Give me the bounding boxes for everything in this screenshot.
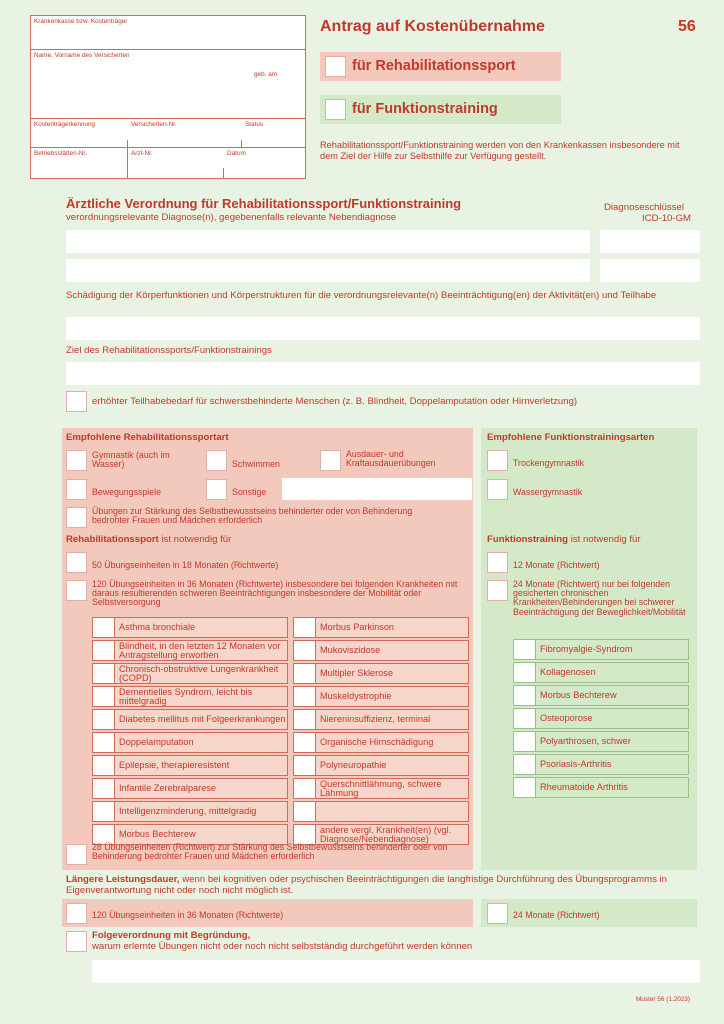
reha-condition-right-label: Multipler Sklerose [320, 668, 394, 678]
ft-condition-checkbox[interactable] [514, 732, 536, 751]
trocken-checkbox[interactable] [487, 450, 508, 471]
reha-condition-right-row[interactable] [293, 801, 469, 822]
gymnastik-label: Gymnastik (auch im Wasser) [92, 450, 170, 470]
sonstige-field[interactable] [282, 478, 472, 500]
reha-condition-left-row[interactable] [92, 617, 288, 638]
form-title: Antrag auf Kostenübernahme [320, 18, 545, 35]
ft-condition-label: Fibromyalgie-Syndrom [540, 644, 633, 654]
ft-condition-row[interactable] [513, 731, 689, 752]
reha-condition-right-row[interactable] [293, 778, 469, 799]
reha-condition-left-row[interactable] [92, 778, 288, 799]
opt12-checkbox[interactable] [487, 552, 508, 573]
status-label: Status [245, 121, 264, 128]
wasser-label: Wassergymnastik [513, 487, 583, 497]
reha-condition-right-label: Niereninsuffizienz, terminal [320, 714, 431, 724]
reha-condition-right-checkbox[interactable] [294, 733, 316, 752]
opt24-label: 24 Monate (Richtwert) nur bei folgenden gesicherten chronischen Krankheiten/Behinderungen bei schwerer Beeinträchtigung der Beweglichkeit/Mobilität [513, 579, 686, 617]
reha-condition-left-label: Diabetes mellitus mit Folgeerkrankungen [119, 714, 286, 724]
wasser-checkbox[interactable] [487, 479, 508, 500]
follow-rest: warum erlernte Übungen nicht oder noch nicht selbstständig durchgeführt werden können [92, 941, 473, 952]
insurer-label: Krankenkasse bzw. Kostenträger [34, 18, 128, 25]
schwimmen-label: Schwimmen [232, 459, 280, 469]
bewegungsspiele-checkbox[interactable] [66, 479, 87, 500]
increased-need-checkbox[interactable] [66, 391, 87, 412]
option-rehasport-label: für Rehabilitationssport [352, 58, 516, 74]
ft-condition-label: Rheumatoide Arthritis [540, 782, 628, 792]
reha-condition-left-checkbox[interactable] [93, 756, 115, 775]
form-version: Muster 56 (1.2023) [636, 996, 690, 1003]
ft-condition-row[interactable] [513, 754, 689, 775]
reha-condition-right-label: andere vergl. Krankheit(en) (vgl. Diagnose/Nebendiagnose) [320, 824, 452, 844]
opt12-label: 12 Monate (Richtwert) [513, 560, 600, 570]
reha-condition-right-row[interactable] [293, 732, 469, 753]
reha-condition-left-row[interactable] [92, 686, 288, 707]
ausdauer-checkbox[interactable] [320, 450, 341, 471]
insured-no-label: Versicherten-Nr. [131, 121, 177, 128]
diagnosis-field-2[interactable] [66, 259, 590, 282]
date-label: Datum [227, 150, 246, 157]
gymnastik-checkbox[interactable] [66, 450, 87, 471]
impairment-field[interactable] [66, 317, 700, 340]
reha-condition-left-label: Intelligenzminderung, mittelgradig [119, 806, 257, 816]
reha-condition-right-label: Organische Hirnschädigung [320, 737, 434, 747]
reha-condition-left-row[interactable] [92, 801, 288, 822]
trocken-label: Trockengymnastik [513, 458, 585, 468]
reha-condition-left-checkbox[interactable] [93, 802, 115, 821]
reha-condition-right-row[interactable] [293, 686, 469, 707]
schwimmen-checkbox[interactable] [206, 450, 227, 471]
follow-bold: Folgeverordnung mit Begründung, [92, 930, 251, 941]
ft-needed [487, 535, 641, 546]
reha-condition-right-label: Mukoviszidose [320, 645, 381, 655]
rehasport-needed-rest: ist notwendig für [161, 534, 232, 545]
reha-condition-right-checkbox[interactable] [294, 756, 316, 775]
reha-condition-right-checkbox[interactable] [294, 664, 316, 683]
longer-ft-label: 24 Monate (Richtwert) [513, 910, 600, 920]
icd-field-2[interactable] [600, 259, 700, 282]
diagnosis-field-1[interactable] [66, 230, 590, 253]
birth-label: geb. am [254, 71, 278, 78]
ft-condition-row[interactable] [513, 685, 689, 706]
impairment-label: Schädigung der Körperfunktionen und Körperstrukturen für die verordnungsrelevante(n) Beeinträchtigung(en) der Aktivität(en) und Teilhabe [66, 290, 657, 301]
opt28-checkbox[interactable] [66, 844, 87, 865]
option-rehasport[interactable] [320, 52, 561, 81]
opt120-checkbox[interactable] [66, 580, 87, 601]
ft-condition-checkbox[interactable] [514, 663, 536, 682]
opt50-label: 50 Übungseinheiten in 18 Monaten (Richtwerte) [92, 560, 279, 570]
ft-condition-label: Kollagenosen [540, 667, 596, 677]
reha-condition-right-checkbox[interactable] [294, 779, 316, 798]
reha-condition-left-label: Blindheit, in den letzten 12 Monaten vor Antragstellung erworben [119, 640, 281, 660]
ft-condition-label: Polyarthrosen, schwer [540, 736, 631, 746]
reha-condition-right-row[interactable] [293, 640, 469, 661]
longer-bold: Längere Leistungsdauer, [66, 874, 180, 885]
ft-heading: Empfohlene Funktionstrainingsarten [487, 432, 655, 443]
reha-condition-left-checkbox[interactable] [93, 710, 115, 729]
opt50-checkbox[interactable] [66, 552, 87, 573]
rehasport-needed [66, 535, 231, 546]
ft-condition-row[interactable] [513, 708, 689, 729]
funktionstraining-checkbox[interactable] [325, 99, 346, 120]
goal-field[interactable] [66, 362, 700, 385]
reha-condition-left-checkbox[interactable] [93, 641, 115, 660]
doctor-no-label: Arzt-Nr. [131, 150, 153, 157]
longer-ft-checkbox[interactable] [487, 903, 508, 924]
ft-condition-label: Psoriasis-Arthritis [540, 759, 612, 769]
reha-condition-left-label: Epilepsie, therapieresistent [119, 760, 230, 770]
form-number: 56 [678, 18, 696, 35]
rehasport-heading: Empfohlene Rehabilitationssportart [66, 432, 229, 443]
sonstige-checkbox[interactable] [206, 479, 227, 500]
reha-condition-left-label: Infantile Zerebralparese [119, 783, 217, 793]
ft-condition-checkbox[interactable] [514, 755, 536, 774]
reha-condition-left-row[interactable] [92, 709, 288, 730]
reha-condition-left-checkbox[interactable] [93, 687, 115, 706]
reha-condition-left-checkbox[interactable] [93, 664, 115, 683]
reha-condition-right-label: Muskeldystrophie [320, 691, 392, 701]
reha-condition-left-label: Chronisch-obstruktive Lungenkrankheit (COPD) [119, 663, 279, 683]
reha-condition-left-label: Dementielles Syndrom, leicht bis mittelgradig [119, 686, 253, 706]
reha-condition-right-row[interactable] [293, 709, 469, 730]
ft-needed-rest: ist notwendig für [570, 534, 641, 545]
insurer-id-label: Kostenträgerkennung [34, 121, 96, 128]
reha-condition-right-row[interactable] [293, 663, 469, 684]
reha-condition-right-checkbox[interactable] [294, 687, 316, 706]
longer-rest: wenn bei kognitiven oder psychischen Beeinträchtigungen die langfristige Durchführung des Übungsprogramms in Eigenverantwortung nicht oder noch nicht möglich ist. [66, 874, 668, 896]
longer-text [66, 875, 691, 896]
reha-condition-left-label: Doppelamputation [119, 737, 194, 747]
increased-need-label: erhöhter Teilhabebedarf für schwerstbehinderte Menschen (z. B. Blindheit, Doppelamputation oder Hirnverletzung) [92, 396, 578, 407]
follow-field[interactable] [92, 960, 700, 983]
reha-condition-left-checkbox[interactable] [93, 618, 115, 637]
reha-condition-right-row[interactable] [293, 755, 469, 776]
icd-label-2: ICD-10-GM [642, 213, 692, 224]
longer-reha-checkbox[interactable] [66, 903, 87, 924]
reha-condition-right-row[interactable] [293, 617, 469, 638]
option-funktionstraining-label: für Funktionstraining [352, 101, 498, 117]
rehasport-needed-bold: Rehabilitationssport [66, 534, 159, 545]
reha-condition-right-checkbox[interactable] [294, 641, 316, 660]
reha-condition-right-label: Querschnittlähmung, schwere Lähmung [320, 778, 442, 798]
ft-condition-checkbox[interactable] [514, 709, 536, 728]
ft-condition-row[interactable] [513, 777, 689, 798]
sonstige-label: Sonstige [232, 487, 267, 497]
goal-label: Ziel des Rehabilitationssports/Funktionstrainings [66, 345, 272, 356]
reha-condition-left-row[interactable] [92, 732, 288, 753]
ft-condition-checkbox[interactable] [514, 778, 536, 797]
site-no-label: Betriebsstätten-Nr. [34, 150, 87, 157]
ft-condition-row[interactable] [513, 639, 689, 660]
opt120-label: 120 Übungseinheiten in 36 Monaten (Richtwerte) insbesondere bei folgenden Krankheiten mit daraus resultierenden schweren Beeinträchtigungen insbesondere der Mobilität oder Selbstversorgung [92, 579, 458, 608]
ft-condition-checkbox[interactable] [514, 640, 536, 659]
selbstbewusstsein-label: Übungen zur Stärkung des Selbstbewusstseins behinderter oder von Behinderung bedrohter Frauen und Mädchen erforderlich [92, 506, 413, 526]
opt28-label: 28 Übungseinheiten (Richtwert) zur Stärkung des Selbstbewusstseins behinderter oder von Behinderung bedrohter Frauen und Mädchen erforderlich [92, 842, 448, 862]
icd-field-1[interactable] [600, 230, 700, 253]
reha-condition-right-label: Morbus Parkinson [320, 622, 395, 632]
reha-condition-left-row[interactable] [92, 663, 288, 684]
reha-condition-left-label: Morbus Bechterew [119, 829, 196, 839]
reha-condition-left-row[interactable] [92, 755, 288, 776]
ft-condition-row[interactable] [513, 662, 689, 683]
longer-reha-label: 120 Übungseinheiten in 36 Monaten (Richtwerte) [92, 910, 284, 920]
ft-condition-checkbox[interactable] [514, 686, 536, 705]
ft-needed-bold: Funktionstraining [487, 534, 569, 545]
ausdauer-label: Ausdauer- und Kraftausdauerübungen [346, 449, 436, 469]
follow-checkbox[interactable] [66, 931, 87, 952]
name-label: Name, Vorname des Versicherten [34, 52, 130, 59]
reha-condition-left-label: Asthma bronchiale [119, 622, 196, 632]
reha-condition-right-label: Polyneuropathie [320, 760, 387, 770]
rehasport-checkbox[interactable] [325, 56, 346, 77]
ft-condition-label: Osteoporose [540, 713, 593, 723]
selbstbewusstsein-checkbox[interactable] [66, 507, 87, 528]
ft-condition-label: Morbus Bechterew [540, 690, 617, 700]
intro-text: Rehabilitationssport/Funktionstraining werden von den Krankenkassen insbesondere mit dem Ziel der Hilfe zur Selbsthilfe zur Verfügung gestellt. [320, 140, 680, 161]
reha-condition-left-checkbox[interactable] [93, 779, 115, 798]
reha-condition-right-checkbox[interactable] [294, 710, 316, 729]
reha-condition-right-checkbox[interactable] [294, 802, 316, 821]
icd-label-1: Diagnoseschlüssel [604, 202, 684, 213]
diagnosis-label: verordnungsrelevante Diagnose(n), gegebenenfalls relevante Nebendiagnose [66, 212, 397, 223]
bewegungsspiele-label: Bewegungsspiele [92, 487, 161, 497]
prescription-heading: Ärztliche Verordnung für Rehabilitationssport/Funktionstraining [66, 196, 462, 211]
option-funktionstraining[interactable] [320, 95, 561, 124]
opt24-checkbox[interactable] [487, 580, 508, 601]
reha-condition-left-row[interactable] [92, 640, 288, 661]
reha-condition-left-checkbox[interactable] [93, 733, 115, 752]
reha-condition-right-checkbox[interactable] [294, 618, 316, 637]
